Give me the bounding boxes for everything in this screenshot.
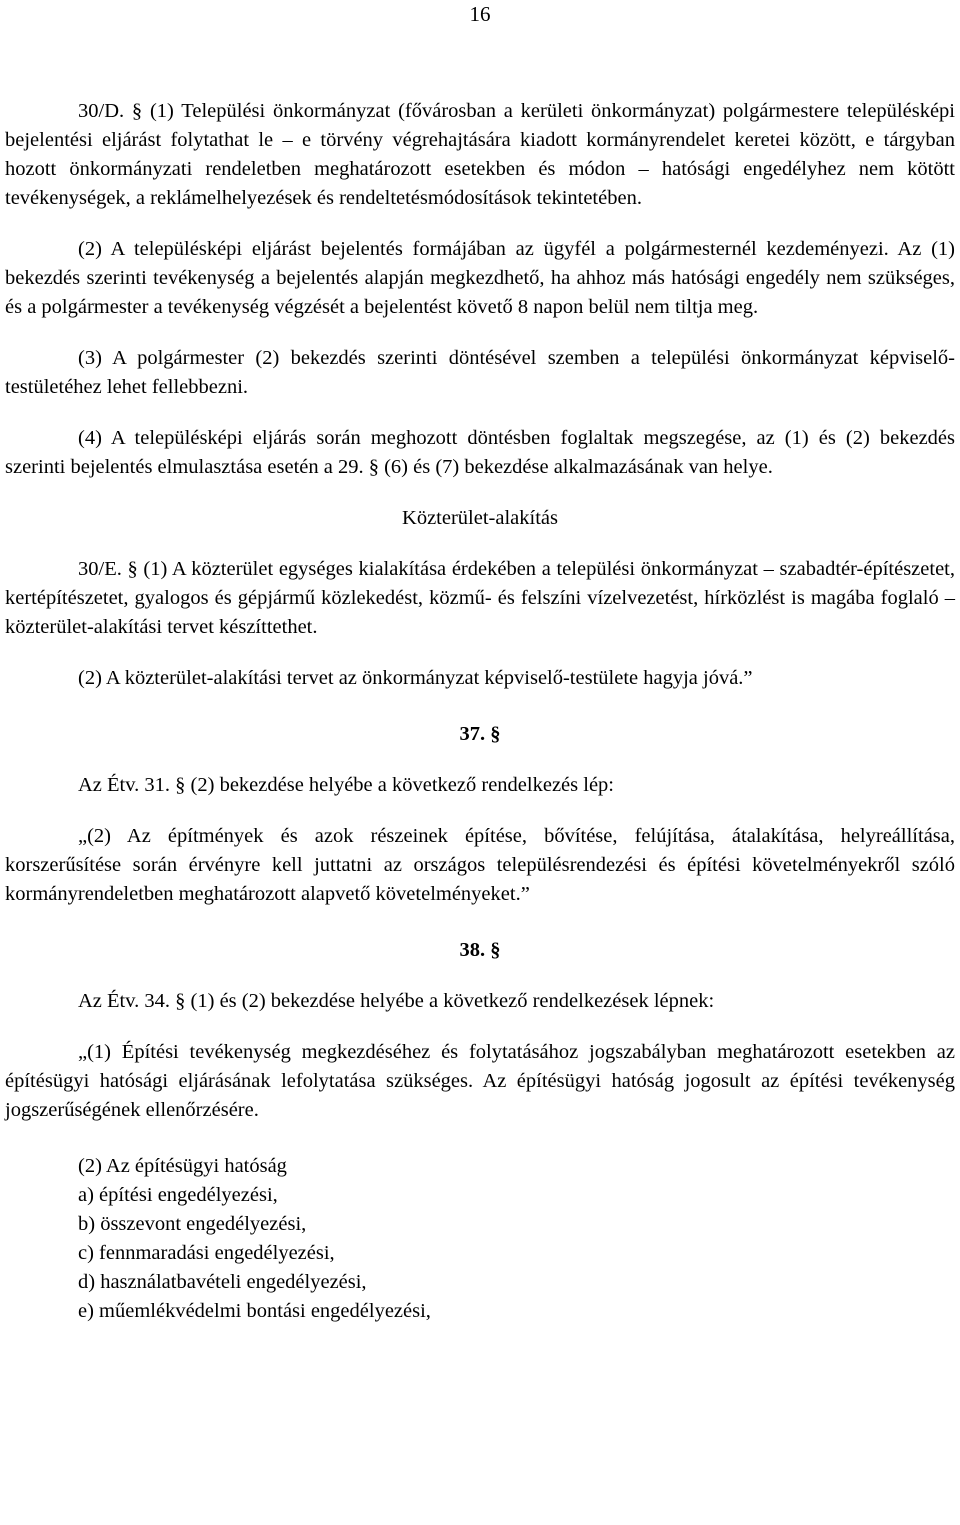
paragraph-37-intro: Az Étv. 31. § (2) bekezdése helyébe a következő rendelkezés lép: — [78, 774, 614, 796]
list-item: d) használatbavételi engedélyezési, — [78, 1271, 367, 1293]
authority-list — [5, 1152, 955, 1326]
subheading-kozterulet: Közterület-alakítás — [402, 507, 558, 529]
paragraph-37-quote: „(2) Az építmények és azok részeinek építése, bővítése, felújítása, átalakítása, helyreállítása, korszerűsítése során érvényre kell juttatni az országos településrendezési és építési követelményekről szóló kormányrendeletben meghatározott alapvető követelményeket.” — [5, 825, 955, 905]
list-intro: (2) Az építésügyi hatóság — [78, 1155, 287, 1177]
list-item: c) fennmaradási engedélyezési, — [78, 1242, 335, 1264]
list-item: b) összevont engedélyezési, — [78, 1213, 307, 1235]
paragraph-30d-3: (3) A polgármester (2) bekezdés szerinti döntésével szemben a települési önkormányzat képviselő-testületéhez lehet fellebbezni. — [5, 347, 955, 398]
paragraph-30d-2: (2) A településképi eljárást bejelentés formájában az ügyfél a polgármesternél kezdeményezi. Az (1) bekezdés szerinti tevékenység a bejelentés alapján megkezdhető, ha ahhoz más hatósági engedély nem szükséges, és a polgármester a tevékenység végzését a bejelentést követő 8 napon belül nem tiltja meg. — [5, 238, 955, 318]
paragraph-38-quote-1: „(1) Építési tevékenység megkezdéséhez és folytatásához jogszabályban meghatározott esetekben az építésügyi hatósági eljárásának lefolytatása szükséges. Az építésügyi hatóság jogosult az építési tevékenység jogszerűségének ellenőrzésére. — [5, 1041, 955, 1121]
section-37-title: 37. § — [459, 723, 501, 745]
page-number: 16 — [469, 2, 491, 26]
paragraph-38-intro: Az Étv. 34. § (1) és (2) bekezdése helyébe a következő rendelkezések lépnek: — [78, 990, 715, 1012]
section-38-title: 38. § — [459, 939, 501, 961]
paragraph-30e-2: (2) A közterület-alakítási tervet az önkormányzat képviselő-testülete hagyja jóvá.” — [78, 667, 753, 689]
document-body — [5, 97, 955, 1326]
list-item: a) építési engedélyezési, — [78, 1184, 278, 1206]
paragraph-30d-4: (4) A településképi eljárás során meghozott döntésben foglaltak megszegése, az (1) és (2) bekezdés szerinti bejelentés elmulasztása esetén a 29. § (6) és (7) bekezdése alkalmazásának van helye. — [5, 427, 955, 478]
list-item: e) műemlékvédelmi bontási engedélyezési, — [78, 1300, 431, 1322]
paragraph-30e-1: 30/E. § (1) A közterület egységes kialakítása érdekében a települési önkormányzat – szabadtér-építészetet, kertépítészetet, gyalogos és gépjármű közlekedést, közmű- és felszíni vízelvezetést, hírközlést is magába foglaló – közterület-alakítási tervet készíttethet. — [5, 558, 955, 638]
paragraph-30d-1: 30/D. § (1) Települési önkormányzat (fővárosban a kerületi önkormányzat) polgármestere településképi bejelentési eljárást folytathat le – e törvény végrehajtására kiadott kormányrendelet keretei között, e tárgyban hozott önkormányzati rendeletben meghatározott esetekben és módon – hatósági engedélyhez nem kötött tevékenységek, a reklámelhelyezések és rendeltetésmódosítások tekintetében. — [5, 100, 955, 209]
